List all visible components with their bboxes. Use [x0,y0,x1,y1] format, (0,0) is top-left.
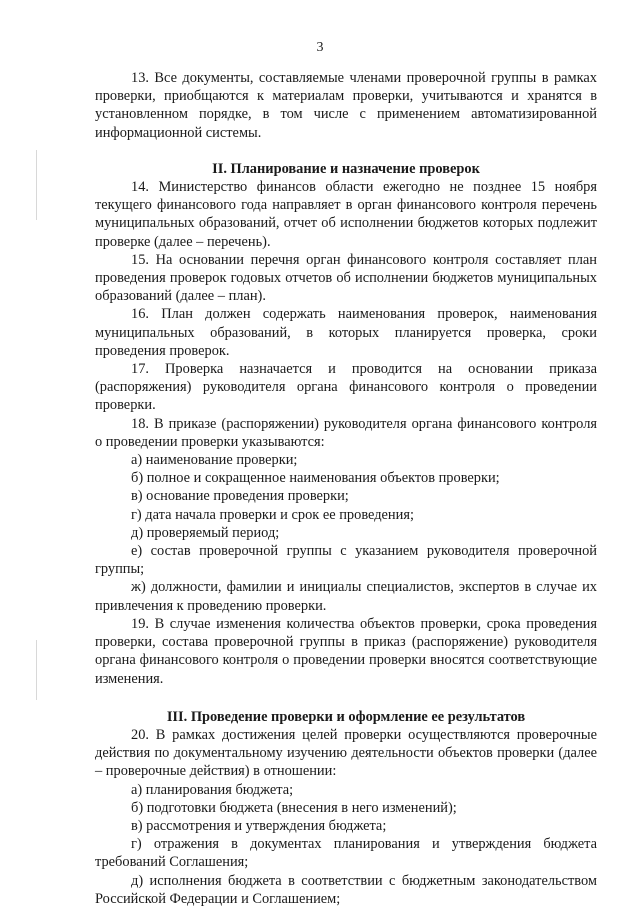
list-item: б) полное и сокращенное наименования объектов проверки; [131,470,500,487]
list-item: ж) должности, фамилии и инициалы специалистов, экспертов в случае их привлечения к проведению проверки. [95,579,597,614]
list-item: в) рассмотрения и утверждения бюджета; [131,817,387,834]
scan-margin-mark [36,640,37,700]
section-heading: II. Планирование и назначение проверок [212,160,480,177]
paragraph: 16. План должен содержать наименования проверок, наименования муниципальных образований, в которых планируется проверка, сроки проведения проверок. [95,306,597,359]
paragraph: 18. В приказе (распоряжении) руководителя органа финансового контроля о проведении проверки указываются: [95,415,597,450]
list-item: г) дата начала проверки и срок ее проведения; [131,506,414,523]
document-body [95,69,597,908]
paragraph: 15. На основании перечня орган финансового контроля составляет план проведения проверок годовых отчетов об исполнении бюджетов муниципальных образований (далее – план). [95,251,597,305]
list-item: в) основание проведения проверки; [131,488,349,505]
paragraph: 20. В рамках достижения целей проверки осуществляются проверочные действия по документальному изучению деятельности объектов проверки (далее – проверочные действия) в отношении: [95,726,597,780]
list-item: а) наименование проверки; [131,452,298,469]
scan-margin-mark [36,150,37,220]
paragraph: 19. В случае изменения количества объектов проверки, срока проведения проверки, состава проверочной группы в приказ (распоряжение) руководителя органа финансового контроля о проведении проверки вносятся соответствующие изменения. [95,615,597,687]
list-item: е) состав проверочной группы с указанием руководителя проверочной группы; [95,543,597,578]
paragraph: 13. Все документы, составляемые членами проверочной группы в рамках проверки, приобщаются к материалам проверки, учитываются и хранятся в установленном порядке, в том числе с применением автоматизированной информационной системы. [95,70,597,141]
list-item: д) исполнения бюджета в соответствии с бюджетным законодательством Российской Федерации и Соглашением; [95,872,597,907]
list-item: г) отражения в документах планирования и утверждения бюджета требований Соглашения; [95,836,597,871]
list-item: д) проверяемый период; [131,524,280,541]
page-number: 3 [316,40,324,55]
list-item: а) планирования бюджета; [131,781,294,798]
paragraph: 17. Проверка назначается и проводится на основании приказа (распоряжения) руководителя органа финансового контроля о проведении проверки. [95,361,597,414]
paragraph: 14. Министерство финансов области ежегодно не позднее 15 ноября текущего финансового года направляет в орган финансового контроля перечень муниципальных образований, отчет об исполнении бюджетов которых подлежит проверке (далее – перечень). [95,179,597,250]
section-heading: III. Проведение проверки и оформление ее результатов [166,708,526,725]
list-item: б) подготовки бюджета (внесения в него изменений); [131,799,457,816]
